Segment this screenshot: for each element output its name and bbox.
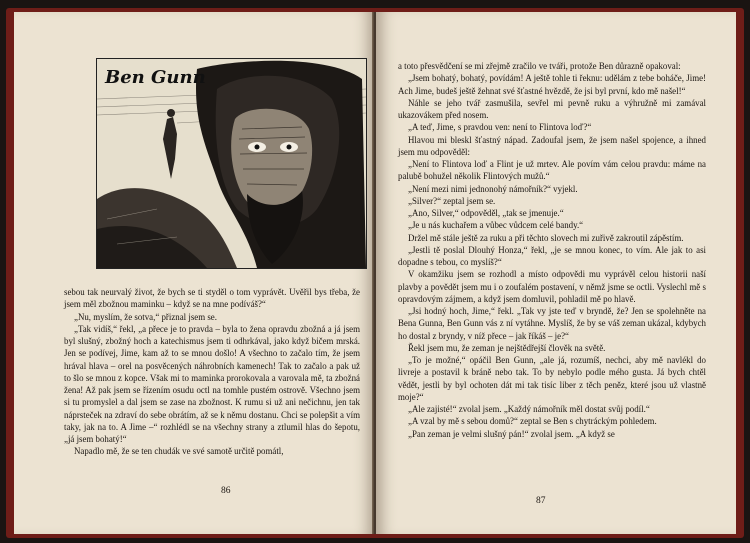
page-number: 86 xyxy=(221,486,231,496)
right-page-text xyxy=(398,60,706,440)
paragraph: „Nu, myslím, že sotva,“ přiznal jsem se. xyxy=(74,311,217,322)
paragraph: a toto přesvědčení se mi zřejmě zračilo ve tváři, protože Ben důrazně opakoval: xyxy=(398,61,681,71)
left-page xyxy=(14,12,374,534)
paragraph: Napadlo mě, že se ten chudák ve své samotě určitě pomátl, xyxy=(74,446,284,457)
book xyxy=(6,8,744,538)
paragraph: Držel mě stále ještě za ruku a při těchto slovech mi zuřivě zakroutil zápěstím. xyxy=(408,232,684,243)
ben-gunn-illustration xyxy=(96,58,367,269)
paragraph: sebou tak neurvalý život, že bych se ti styděl o tom vyprávět. Uvěřil bys třeba, že jsem měl zbožnou maminku – když se na mne podíváš?“ xyxy=(64,287,360,310)
paragraph: „Ano, Silver,“ odpověděl, „tak se jmenuje.“ xyxy=(408,208,564,218)
paragraph: Řekl jsem mu, že zeman je nejštědřejší člověk na světě. xyxy=(408,342,606,353)
paragraph: „Pan zeman je velmi slušný pán!“ zvolal jsem. „A když se xyxy=(408,428,615,439)
paragraph: „Jsem bohatý, bohatý, povídám! A ještě tohle ti řeknu: udělám z tebe boháče, Jime! Ach Jime, budeš ještě žehnat své šťastné hvězdě, že jsi byl první, kdo mě našel!“ xyxy=(398,73,706,96)
paragraph: „Není mezi nimi jednonohý námořník?“ vyjekl. xyxy=(408,183,578,194)
paragraph: „To je možné,“ opáčil Ben Gunn, „ale já, rozumíš, nechci, aby mě navlékl do livreje a postavil k bráně nebo tak. To by nebylo podle mého gusta. Já bych chtěl vědět, jestli by byl ochoten dát mi tak tisíc liber z těch peněz, které jsou už vlastně moje?“ xyxy=(398,355,706,402)
paragraph: „Není to Flintova loď a Flint je už mrtev. Ale povím vám celou pravdu: máme na palubě bohužel několik Flintových mužů.“ xyxy=(398,159,706,182)
right-page xyxy=(376,12,736,534)
paragraph: „Jestli tě poslal Dlouhý Honza,“ řekl, „je se mnou konec, to vím. Ale jak to asi dopadne s tebou, co myslíš?“ xyxy=(398,244,706,267)
page-number: 87 xyxy=(536,496,546,506)
illustration-title: Ben Gunn xyxy=(105,67,206,88)
paragraph: „Je u nás kuchařem a vůbec vůdcem celé bandy.“ xyxy=(408,220,584,231)
paragraph: „Tak vidíš,“ řekl, „a přece je to pravda – byla to žena opravdu zbožná a já jsem byl slušný, zbožný hoch a katechismus jsem ti odhrkával, jako když bičem mrská. Jen se podívej, Jime, kam až to se mnou došlo! A všechno to začalo tím, že jsem hrával hlava – orel na posvěcených náhrobních kamenech! Tak to začalo a pak už to šlo se mnou z kopce. Však mi to maminka prorokovala a varovala mě, ta zbožná žena! Až pak jsem se řízením osudu octl na tomhle pustém ostrově. Všechno jsem si tu promyslel a dal jsem se zase na zbožnost. K rumu si už ani nečichnu, jen tak náprsteček na zdraví do sebe obrátím, až se k němu dostanu. Chci se polepšit a vím taky, jak na to. A Jime –“ rozhlédl se na všechny strany a ztlumil hlas do šepotu, „já jsem bohatý!“ xyxy=(64,323,360,444)
paragraph: „A teď, Jime, s pravdou ven: není to Flintova loď?“ xyxy=(408,122,592,133)
paragraph: Hlavou mi bleskl šťastný nápad. Zadoufal jsem, že jsem našel spojence, a ihned jsem mu odpověděl: xyxy=(398,134,706,157)
paragraph: „Jsi hodný hoch, Jime,“ řekl. „Tak vy jste teď v bryndě, že? Jen se spolehněte na Bena Gunna, Ben Gunn vás z ní vytáhne. Myslíš, že by se váš zeman ukázal, kdybych ho dostal z bryndy, v níž přece – jak říkáš – je?“ xyxy=(398,306,706,341)
paragraph: V okamžiku jsem se rozhodl a místo odpovědi mu vyprávěl celou historii naší plavby a povědět jsem mu i o zoufalém postavení, v němž jsme se octli. Vyslechl mě s opravdovým zájmem, a když jsem domluvil, pohladil mě po hlavě. xyxy=(398,269,706,304)
paragraph: Náhle se jeho tvář zasmušila, sevřel mi pevně ruku a výhružně mi zamával ukazovákem před nosem. xyxy=(398,97,706,120)
paragraph: „Ale zajisté!“ zvolal jsem. „Každý námořník měl dostat svůj podíl.“ xyxy=(408,404,650,414)
paragraph: „A vzal by mě s sebou domů?“ zeptal se Ben s chytráckým pohledem. xyxy=(408,416,657,427)
left-page-text xyxy=(64,286,360,458)
paragraph: „Silver?“ zeptal jsem se. xyxy=(408,195,496,206)
ben-gunn-engraving xyxy=(97,59,366,268)
